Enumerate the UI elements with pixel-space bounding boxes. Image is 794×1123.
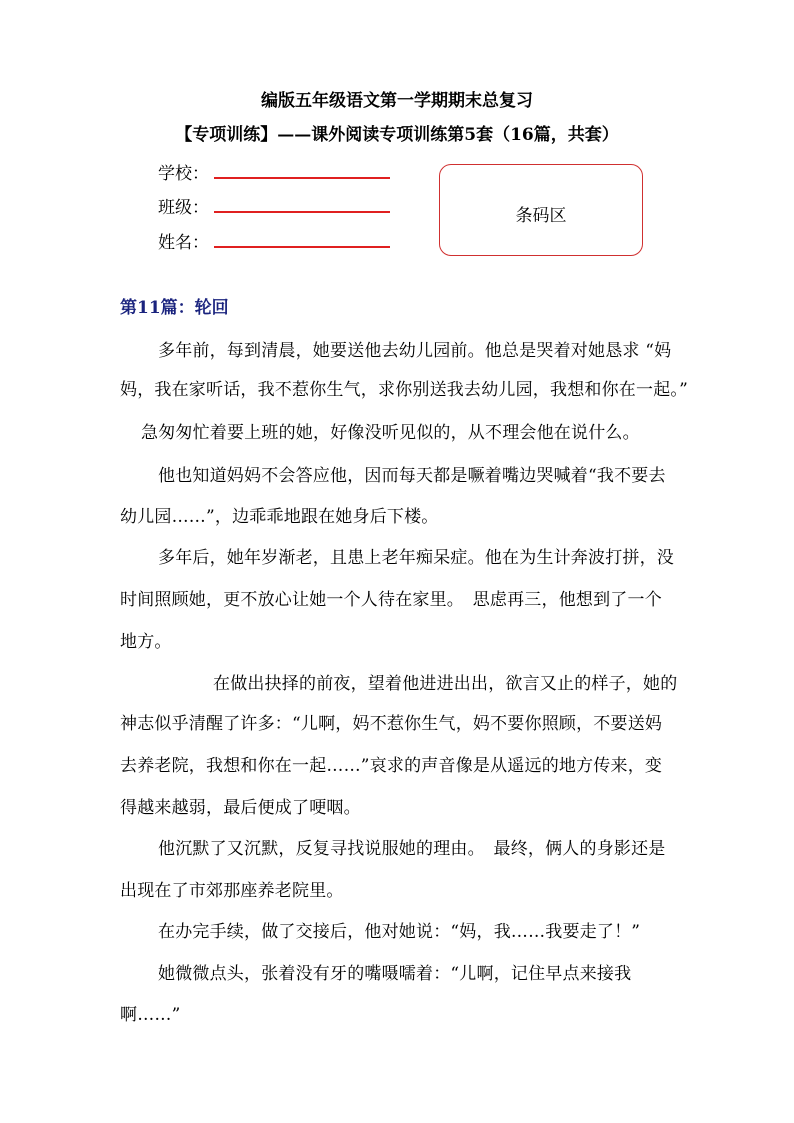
class-input-line[interactable] [214,211,390,213]
paragraph-line: 时间照顾她，更不放心让她一个人待在家里。 思虑再三，他想到了一个 [120,590,662,610]
name-input-line[interactable] [214,246,390,248]
paragraph-line: 急匆匆忙着要上班的她，好像没听见似的，从不理会他在说什么。 [141,423,640,443]
paragraph-line: 他沉默了又沉默，反复寻找说服她的理由。 最终，俩人的身影还是 [158,839,666,859]
paragraph-line: 神志似乎清醒了许多：“儿啊，妈不惹你生气，妈不要你照顾，不要送妈 [120,714,663,734]
class-label: 班级： [158,198,209,218]
paragraph-line: 他也知道妈妈不会答应他，因而每天都是噘着嘴边哭喊着“我不要去 [158,466,666,486]
paragraph-line: 多年前，每到清晨，她要送他去幼儿园前。他总是哭着对她恳求 “妈 [158,341,672,361]
document-subtitle: 【专项训练】——课外阅读专项训练第5套（16篇，共套） [175,125,619,145]
paragraph-line: 去养老院，我想和你在一起……”哀求的声音像是从遥远的地方传来，变 [120,756,663,776]
paragraph-line: 在办完手续，做了交接后，他对她说：“妈，我……我要走了！” [158,922,641,942]
school-input-line[interactable] [214,177,390,179]
document-title: 编版五年级语文第一学期期末总复习 [261,91,533,111]
paragraph-line: 多年后，她年岁渐老，且患上老年痴呆症。他在为生计奔波打拼，没 [158,548,674,568]
paragraph-line: 得越来越弱，最后便成了哽咽。 [120,798,361,818]
paragraph-line: 在做出抉择的前夜，望着他进进出出，欲言又止的样子，她的 [213,674,678,694]
name-label: 姓名： [158,233,209,253]
paragraph-line: 地方。 [120,632,172,652]
paragraph-line: 妈，我在家听话，我不惹你生气，求你别送我去幼儿园，我想和你在一起。” [120,380,688,400]
paragraph-line: 她微微点头，张着没有牙的嘴嗫嚅着：“儿啊，记住早点来接我 [158,964,632,984]
barcode-label: 条码区 [515,206,567,226]
school-label: 学校： [158,164,209,184]
barcode-area [439,164,643,256]
paragraph-line: 啊……” [120,1005,181,1025]
paragraph-line: 幼儿园……”，边乖乖地跟在她身后下楼。 [120,507,439,527]
paragraph-line: 出现在了市郊那座养老院里。 [120,881,344,901]
section-heading: 第11篇：轮回 [120,298,229,318]
